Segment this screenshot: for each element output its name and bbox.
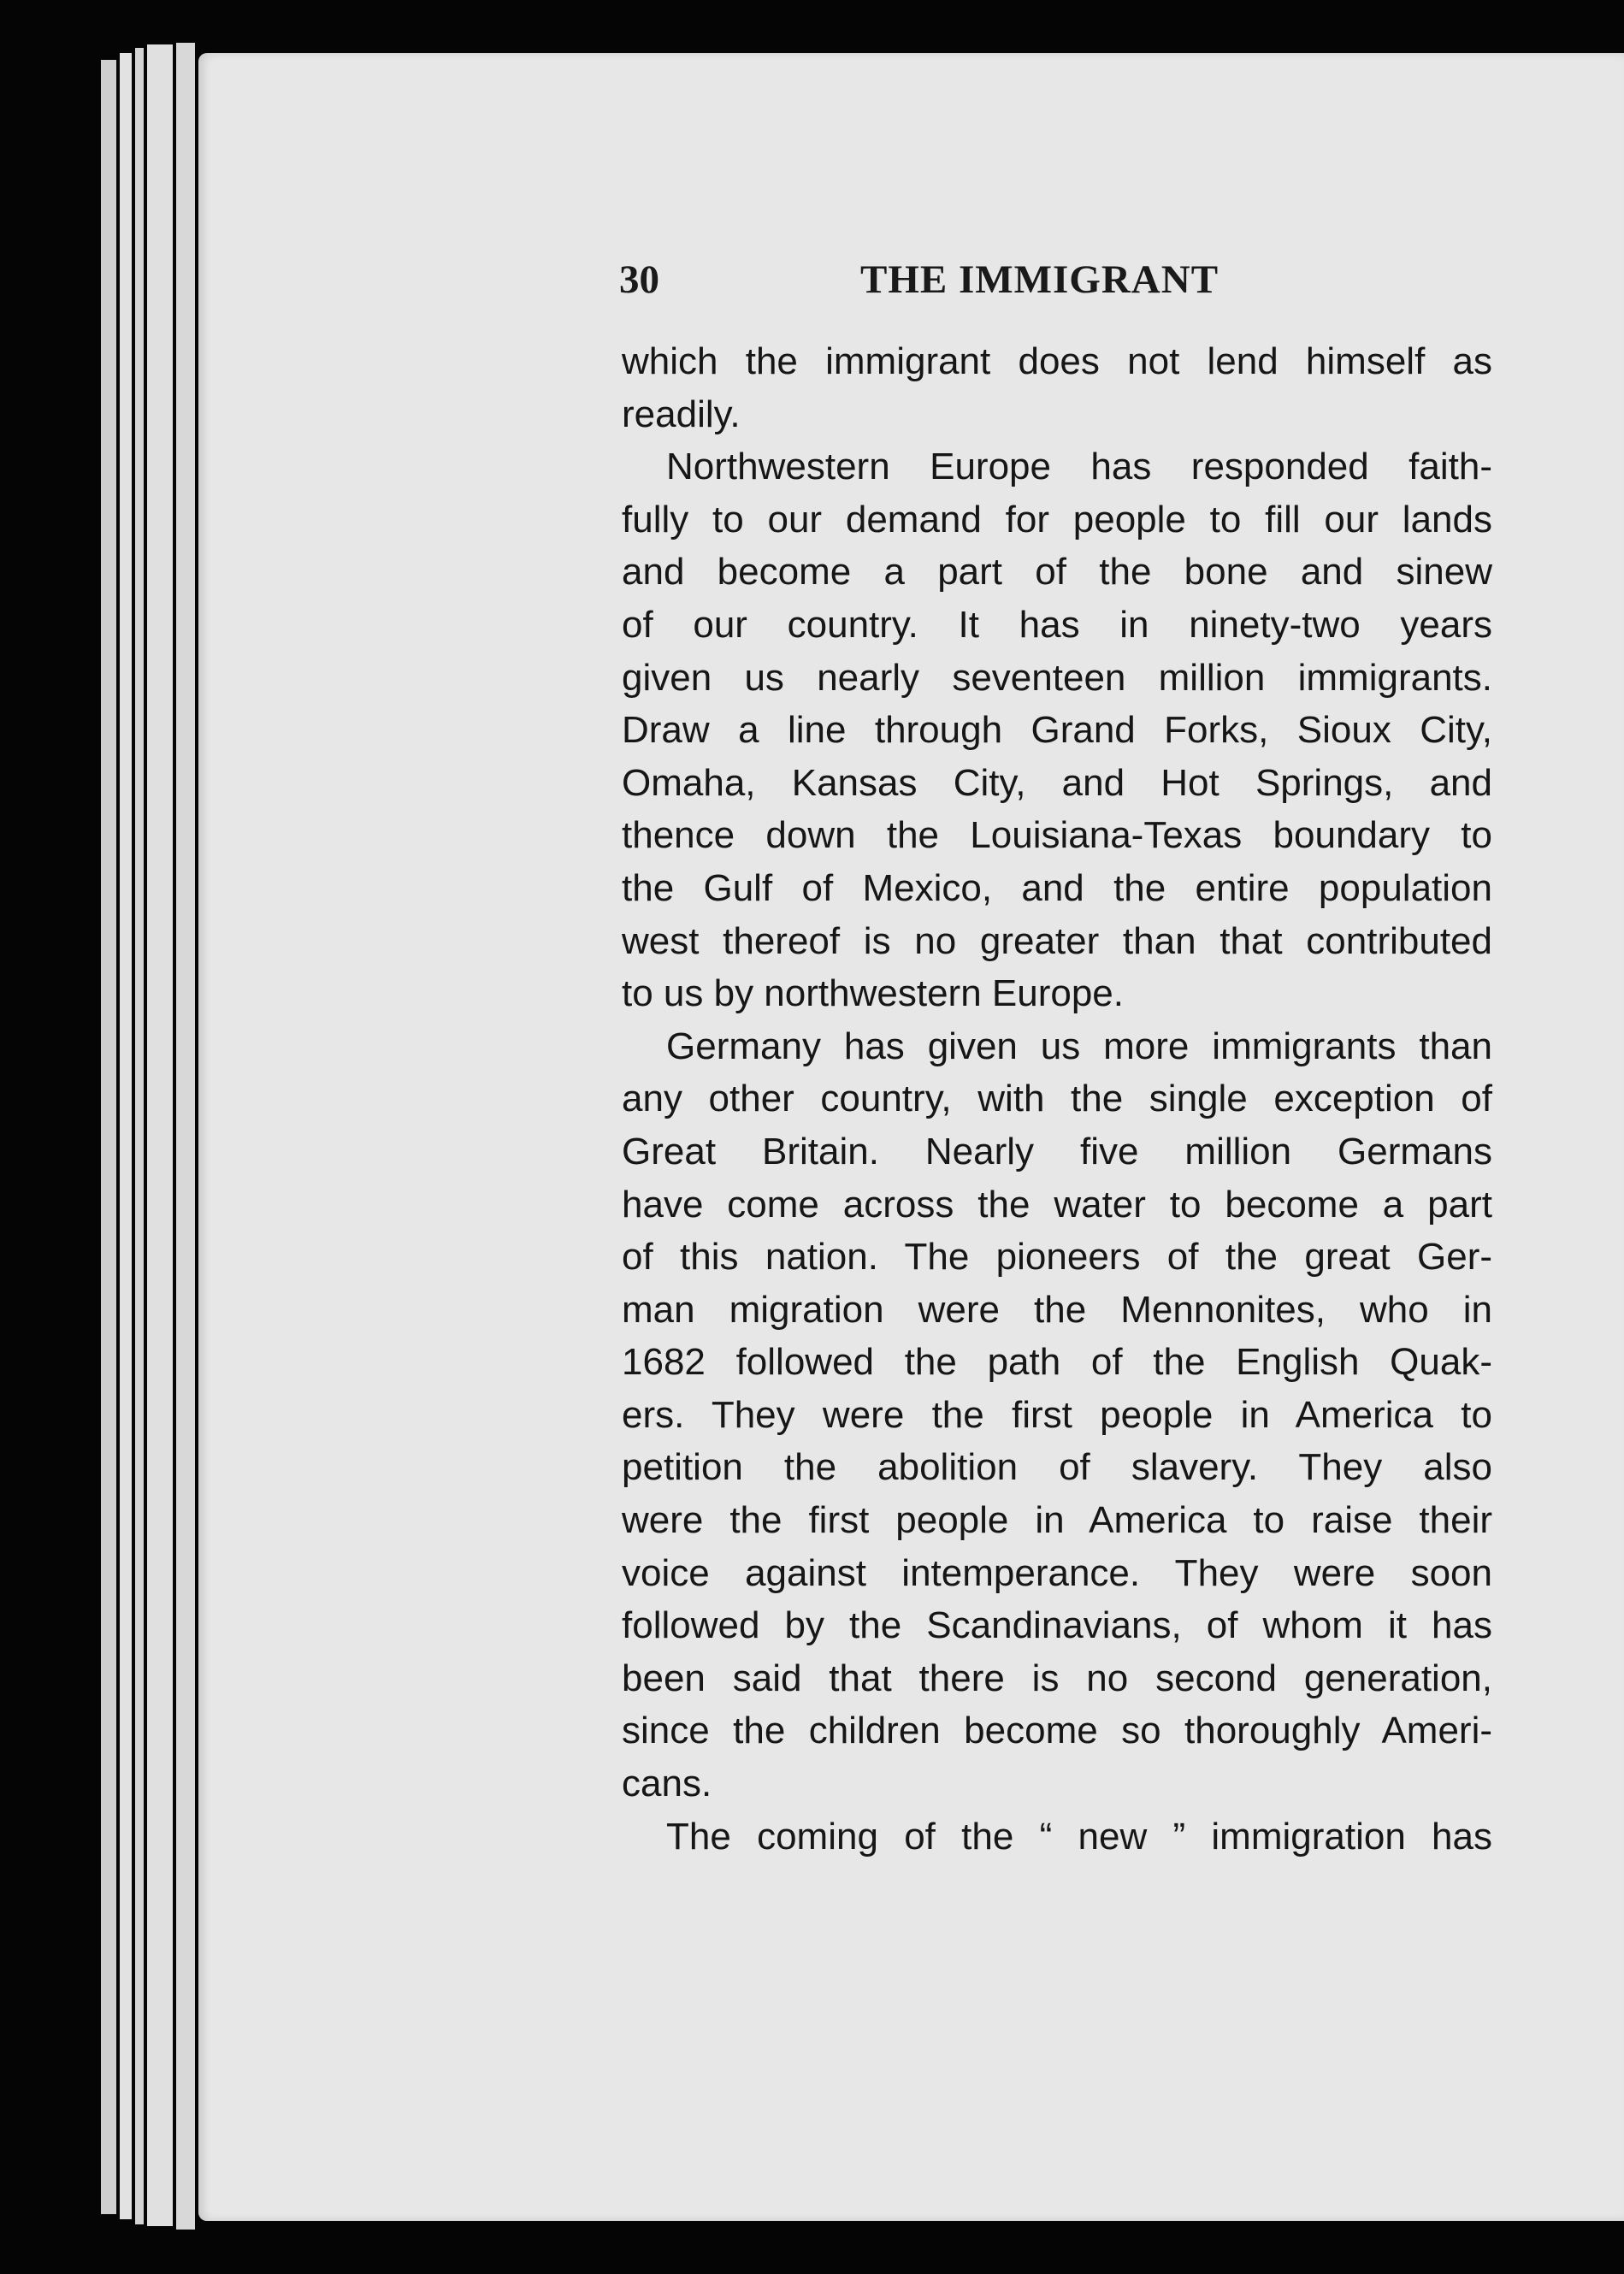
page-edge — [147, 44, 173, 2226]
text-line: thence down the Louisiana-Texas boundary to — [622, 814, 1492, 857]
text-line: to us by northwestern Europe. — [622, 972, 1124, 1015]
text-line: Germany has given us more immigrants than — [666, 1025, 1492, 1067]
text-line: ers. They were the first people in America to — [622, 1393, 1492, 1436]
book-title: THE IMMIGRANT — [860, 257, 1219, 302]
page-edge — [135, 48, 144, 2224]
text-line: have come across the water to become a part — [622, 1183, 1492, 1226]
text-line: were the first people in America to raise their — [622, 1499, 1492, 1542]
text-line: and become a part of the bone and sinew — [622, 551, 1492, 594]
text-line: man migration were the Mennonites, who in — [622, 1288, 1492, 1331]
text-line: Omaha, Kansas City, and Hot Springs, and — [622, 761, 1492, 804]
text-line: Northwestern Europe has responded faith- — [666, 446, 1492, 488]
text-line: of our country. It has in ninety-two years — [622, 603, 1492, 646]
body-text — [622, 335, 1492, 1863]
text-line: which the immigrant does not lend himself as — [622, 340, 1492, 382]
text-line: 1682 followed the path of the English Quak- — [622, 1341, 1492, 1384]
text-line: been said that there is no second generation, — [622, 1657, 1492, 1699]
text-line: since the children become so thoroughly Ameri- — [622, 1710, 1492, 1752]
text-line: west thereof is no greater than that contributed — [622, 919, 1492, 962]
text-line: the Gulf of Mexico, and the entire population — [622, 866, 1492, 909]
page-number: 30 — [619, 257, 659, 302]
text-line: readily. — [622, 393, 741, 435]
text-line: Great Britain. Nearly five million Germans — [622, 1130, 1492, 1172]
text-line: Draw a line through Grand Forks, Sioux City, — [622, 709, 1492, 752]
text-line: cans. — [622, 1763, 712, 1805]
text-line: The coming of the “ new ” immigration has — [666, 1815, 1492, 1858]
text-line: petition the abolition of slavery. They also — [622, 1446, 1492, 1489]
text-line: fully to our demand for people to fill our lands — [622, 498, 1492, 540]
text-line: given us nearly seventeen million immigrants. — [622, 656, 1492, 699]
text-line: any other country, with the single exception of — [622, 1078, 1492, 1120]
text-line: of this nation. The pioneers of the great Ger- — [622, 1236, 1492, 1279]
page-edge — [120, 53, 132, 2219]
text-line: voice against intemperance. They were soon — [622, 1551, 1492, 1594]
page-edge — [176, 43, 195, 2230]
page-edge — [101, 60, 116, 2214]
text-line: followed by the Scandinavians, of whom it has — [622, 1604, 1492, 1647]
running-head — [619, 257, 1261, 316]
